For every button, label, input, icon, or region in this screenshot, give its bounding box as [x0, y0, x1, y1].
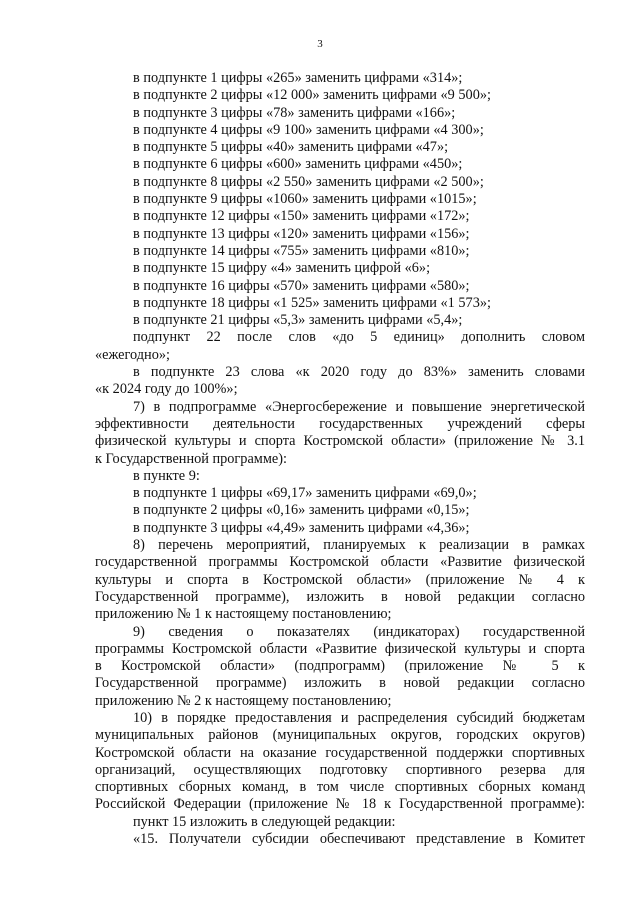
text-line: в подпункте 8 цифры «2 550» заменить цифрами «2 500»;: [133, 173, 484, 190]
text-line: физической культуры и спорта Костромской области» (приложение № 3.1: [95, 433, 585, 450]
text-line: Костромской области на оказание государственной поддержки спортивных: [95, 744, 585, 761]
text-line: в подпункте 6 цифры «600» заменить цифрами «450»;: [133, 156, 463, 173]
text-line: в подпункте 18 цифры «1 525» заменить цифрами «1 573»;: [133, 294, 491, 311]
text-line: в пункте 9:: [133, 467, 200, 484]
text-line: пункт 15 изложить в следующей редакции:: [133, 813, 396, 830]
text-line: в подпункте 1 цифры «265» заменить цифрами «314»;: [133, 70, 463, 86]
text-line: эффективности деятельности государственных учреждений сферы: [95, 415, 585, 432]
text-line: в подпункте 2 цифры «0,16» заменить цифрами «0,15»;: [133, 502, 470, 519]
text-line: 8) перечень мероприятий, планируемых к реализации в рамках: [133, 537, 585, 554]
document-body: [95, 70, 585, 848]
text-line: Российской Федерации (приложение № 18 к Государственной программе):: [95, 796, 585, 813]
text-line: в подпункте 3 цифры «4,49» заменить цифрами «4,36»;: [133, 519, 470, 536]
text-line: в подпункте 15 цифру «4» заменить цифрой «6»;: [133, 260, 431, 277]
text-line: 10) в порядке предоставления и распределения субсидий бюджетам: [133, 709, 585, 726]
text-line: муниципальных районов (муниципальных округов, городских округов): [95, 727, 585, 744]
text-line: государственной программы Костромской области «Развитие физической: [95, 554, 585, 571]
text-line: приложению № 1 к настоящему постановлению;: [95, 606, 392, 623]
text-line: «ежегодно»;: [95, 346, 170, 363]
text-line: «к 2024 году до 100%»;: [95, 381, 238, 398]
text-line: программы Костромской области «Развитие физической культуры и спорта: [95, 640, 585, 657]
text-line: в подпункте 4 цифры «9 100» заменить цифрами «4 300»;: [133, 121, 484, 138]
text-line: в подпункте 21 цифры «5,3» заменить цифрами «5,4»;: [133, 312, 463, 329]
text-line: приложению № 2 к настоящему постановлению;: [95, 692, 392, 709]
text-line: культуры и спорта в Костромской области» (приложение № 4 к: [95, 571, 585, 588]
page-number: 3: [317, 38, 323, 50]
text-line: спортивных сборных команд, в том числе спортивных сборных команд: [95, 779, 585, 796]
text-line: в подпункте 5 цифры «40» заменить цифрами «47»;: [133, 139, 449, 156]
text-line: подпункт 22 после слов «до 5 единиц» дополнить словом: [133, 329, 585, 346]
text-line: в подпункте 23 слова «к 2020 году до 83%» заменить словами: [133, 364, 585, 381]
text-line: 7) в подпрограмме «Энергосбережение и повышение энергетической: [133, 398, 585, 415]
text-line: 9) сведения о показателях (индикаторах) государственной: [133, 623, 585, 640]
text-line: в Костромской области» (подпрограмм) (приложение № 5 к: [95, 658, 585, 675]
text-line: в подпункте 1 цифры «69,17» заменить цифрами «69,0»;: [133, 485, 477, 502]
text-line: в подпункте 13 цифры «120» заменить цифрами «156»;: [133, 225, 470, 242]
text-line: в подпункте 14 цифры «755» заменить цифрами «810»;: [133, 242, 470, 259]
text-line: Государственной программе), изложить в новой редакции согласно: [95, 588, 585, 605]
text-line: в подпункте 9 цифры «1060» заменить цифрами «1015»;: [133, 191, 477, 208]
text-line: в подпункте 2 цифры «12 000» заменить цифрами «9 500»;: [133, 87, 491, 104]
text-line: «15. Получатели субсидии обеспечивают представление в Комитет: [133, 831, 585, 848]
text-line: в подпункте 16 цифры «570» заменить цифрами «580»;: [133, 277, 470, 294]
text-line: к Государственной программе):: [95, 450, 287, 467]
text-line: в подпункте 12 цифры «150» заменить цифрами «172»;: [133, 208, 470, 225]
text-line: организаций, осуществляющих подготовку спортивного резерва для: [95, 761, 585, 778]
text-line: Государственной программе) изложить в новой редакции согласно: [95, 675, 585, 692]
text-line: в подпункте 3 цифры «78» заменить цифрами «166»;: [133, 104, 456, 121]
